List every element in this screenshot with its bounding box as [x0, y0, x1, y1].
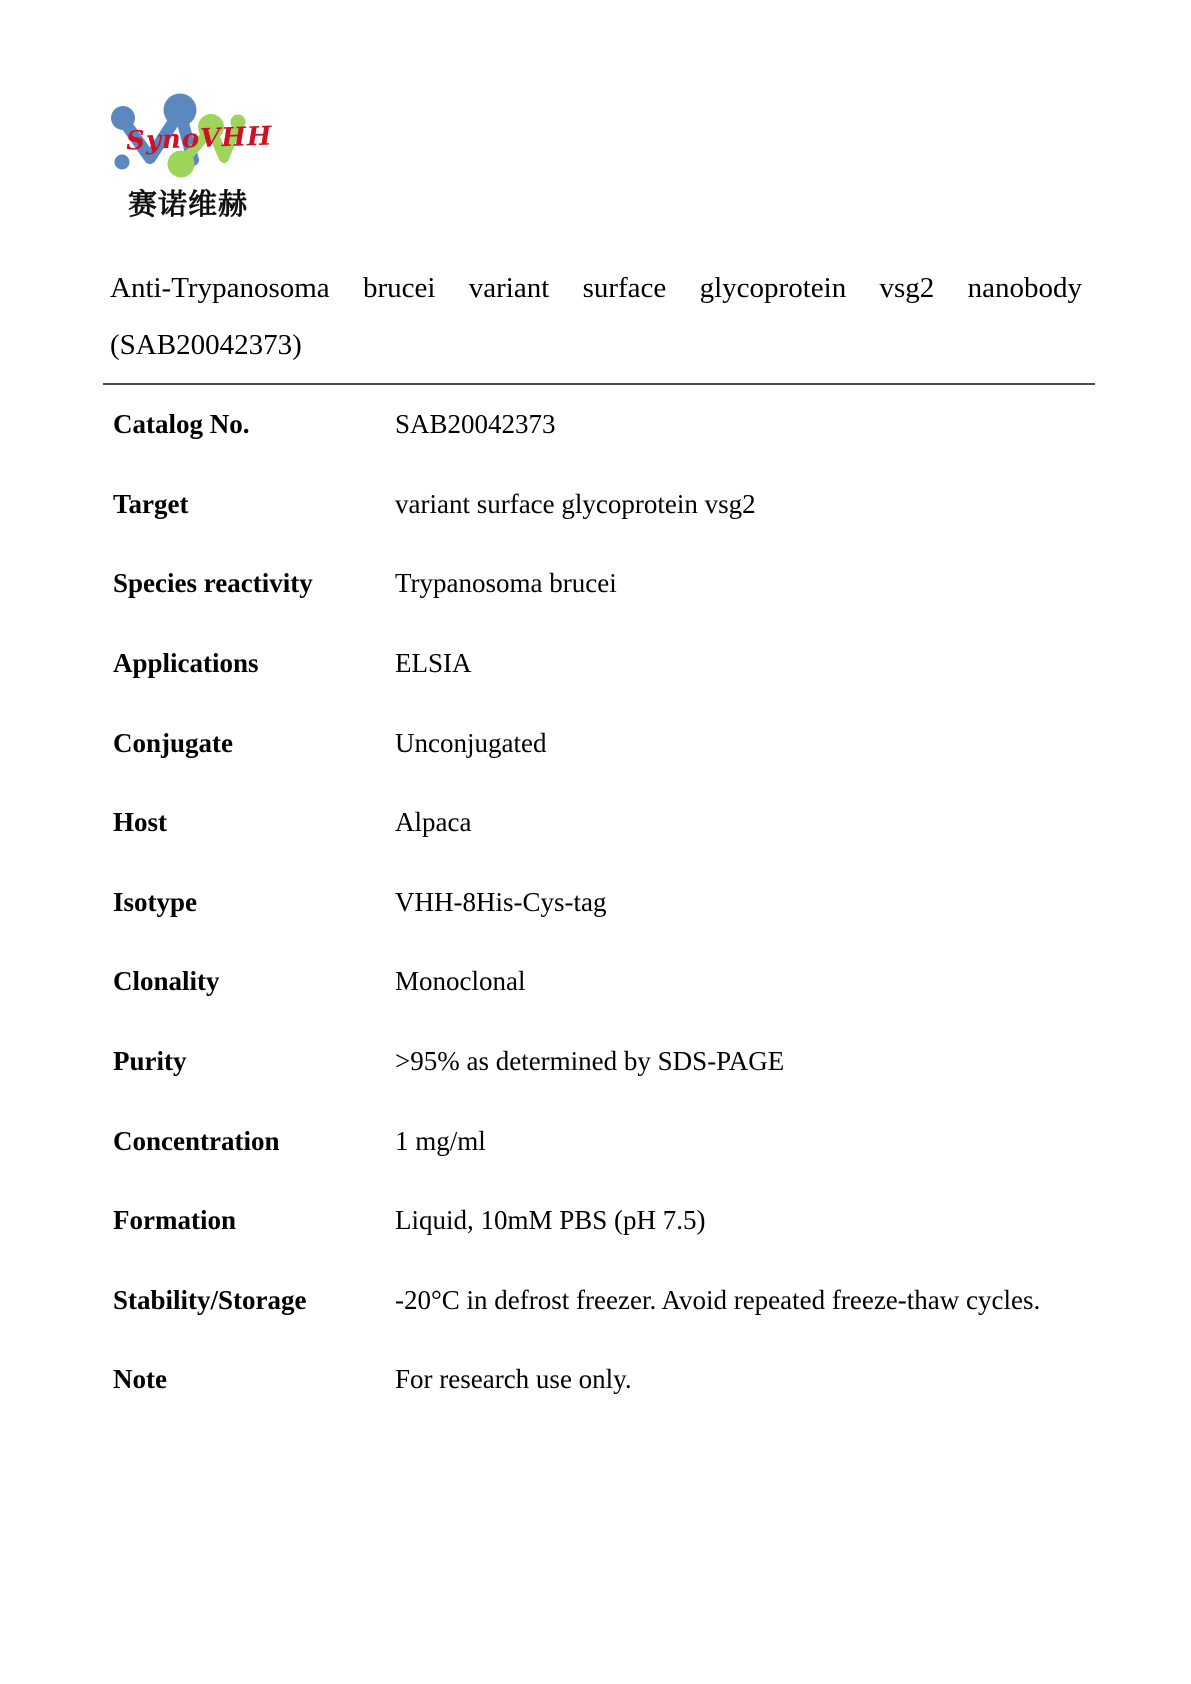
- table-row: [103, 942, 1095, 1022]
- row-value: Unconjugated: [395, 727, 547, 758]
- table-row: [103, 465, 1095, 545]
- row-value: Trypanosoma brucei: [395, 568, 617, 599]
- row-label: Note: [113, 1364, 167, 1395]
- table-row: [103, 1101, 1095, 1181]
- row-label: Isotype: [113, 886, 198, 917]
- table-row: [103, 783, 1095, 863]
- row-value: variant surface glycoprotein vsg2: [395, 488, 756, 519]
- row-label: Clonality: [113, 966, 220, 997]
- row-label: Conjugate: [113, 727, 233, 758]
- table-row: [103, 1181, 1095, 1261]
- row-value: -20°C in defrost freezer. Avoid repeated freeze-thaw cycles.: [395, 1284, 1041, 1315]
- row-label: Stability/Storage: [113, 1284, 307, 1315]
- row-value: Alpaca: [395, 807, 472, 838]
- row-value: >95% as determined by SDS-PAGE: [395, 1046, 785, 1077]
- row-label: Host: [113, 807, 167, 838]
- page-title: [110, 260, 1082, 374]
- row-label: Species reactivity: [113, 568, 313, 599]
- company-brand-name: SynoVHH: [125, 121, 273, 157]
- page-title-line1: Anti-Trypanosoma brucei variant surface glycoprotein vsg2 nanobody: [110, 272, 1082, 304]
- table-row: [103, 544, 1095, 624]
- table-row: [103, 1022, 1095, 1102]
- table-row: [103, 1340, 1095, 1420]
- row-value: VHH-8His-Cys-tag: [395, 886, 607, 917]
- row-label: Concentration: [113, 1125, 280, 1156]
- table-row: [103, 863, 1095, 943]
- page-title-line2: (SAB20042373): [110, 329, 302, 361]
- row-label: Applications: [113, 648, 259, 679]
- row-label: Target: [113, 488, 189, 519]
- row-label: Catalog No.: [113, 409, 250, 440]
- row-value: SAB20042373: [395, 409, 556, 440]
- row-value: Monoclonal: [395, 966, 526, 997]
- row-label: Purity: [113, 1046, 187, 1077]
- table-row: [103, 703, 1095, 783]
- row-value: Liquid, 10mM PBS (pH 7.5): [395, 1205, 706, 1236]
- row-value: For research use only.: [395, 1364, 632, 1395]
- spec-table: [103, 383, 1095, 1420]
- row-label: Formation: [113, 1205, 236, 1236]
- row-value: 1 mg/ml: [395, 1125, 486, 1156]
- table-row: [103, 624, 1095, 704]
- row-value: ELSIA: [395, 648, 472, 679]
- company-brand-name-chinese: 赛诺维赫: [128, 189, 249, 221]
- table-row: [103, 1261, 1095, 1341]
- table-row: [103, 385, 1095, 465]
